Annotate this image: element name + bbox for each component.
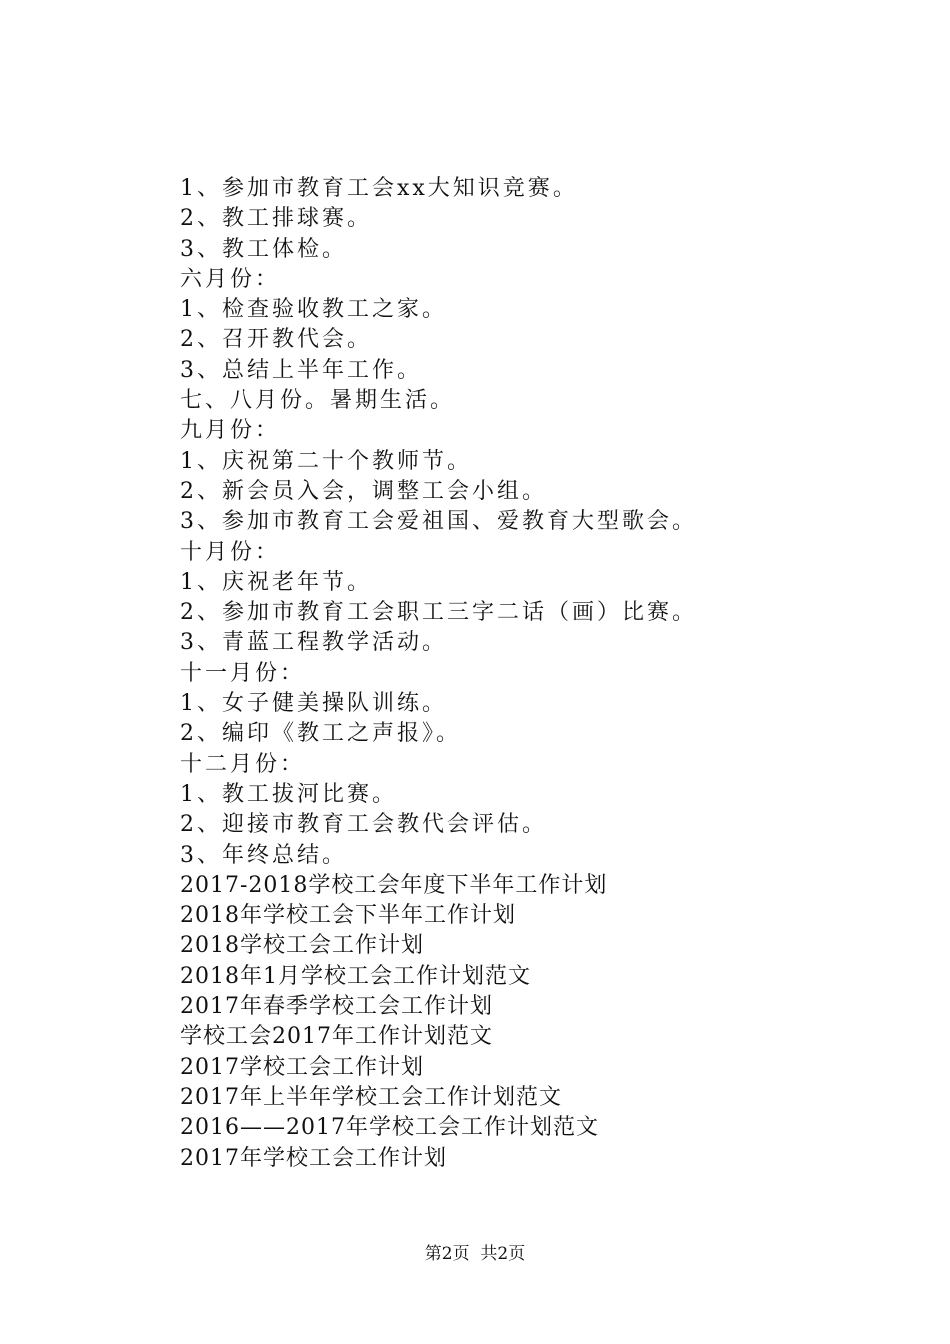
body-line: 1、庆祝第二十个教师节。 <box>180 448 472 474</box>
body-line: 2、参加市教育工会职工三字二话（画）比赛。 <box>180 600 697 626</box>
body-line: 2、编印《教工之声报》。 <box>180 721 461 747</box>
related-title: 2017年春季学校工会工作计划 <box>180 994 493 1020</box>
body-line: 3、总结上半年工作。 <box>180 357 422 383</box>
body-line: 2、教工排球赛。 <box>180 206 372 232</box>
section-heading: 九月份： <box>180 418 281 444</box>
body-line: 2、迎接市教育工会教代会评估。 <box>180 812 547 838</box>
section-heading: 六月份： <box>180 266 281 292</box>
body-line: 3、参加市教育工会爱祖国、爱教育大型歌会。 <box>180 509 697 535</box>
body-line: 1、参加市教育工会xx大知识竞赛。 <box>180 176 578 201</box>
document-body <box>180 174 900 1174</box>
body-line: 3、年终总结。 <box>180 842 347 868</box>
body-line: 1、女子健美操队训练。 <box>180 691 447 717</box>
related-title: 2017年上半年学校工会工作计划范文 <box>180 1084 562 1110</box>
page-number-footer: 第2页 共2页 <box>424 1244 526 1264</box>
section-heading: 十一月份： <box>180 660 306 686</box>
section-heading: 十月份： <box>180 539 281 565</box>
related-title: 2017年学校工会工作计划 <box>180 1145 447 1171</box>
section-heading: 十二月份： <box>180 751 306 777</box>
body-line: 1、教工拔河比赛。 <box>180 781 397 807</box>
related-title: 2018学校工会工作计划 <box>180 933 424 959</box>
related-title: 2017学校工会工作计划 <box>180 1054 424 1080</box>
related-title: 2016——2017年学校工会工作计划范文 <box>180 1115 599 1141</box>
body-line: 2、召开教代会。 <box>180 327 372 353</box>
related-title: 学校工会2017年工作计划范文 <box>180 1024 493 1050</box>
body-line: 1、检查验收教工之家。 <box>180 297 447 323</box>
body-line: 3、教工体检。 <box>180 236 347 262</box>
body-line: 1、庆祝老年节。 <box>180 569 372 595</box>
body-line: 2、新会员入会，调整工会小组。 <box>180 478 547 504</box>
related-title: 2018年1月学校工会工作计划范文 <box>180 963 531 989</box>
body-line: 3、青蓝工程教学活动。 <box>180 630 447 656</box>
section-heading: 七、八月份。暑期生活。 <box>180 388 456 414</box>
related-title: 2018年学校工会下半年工作计划 <box>180 903 516 929</box>
related-title: 2017-2018学校工会年度下半年工作计划 <box>180 872 608 898</box>
